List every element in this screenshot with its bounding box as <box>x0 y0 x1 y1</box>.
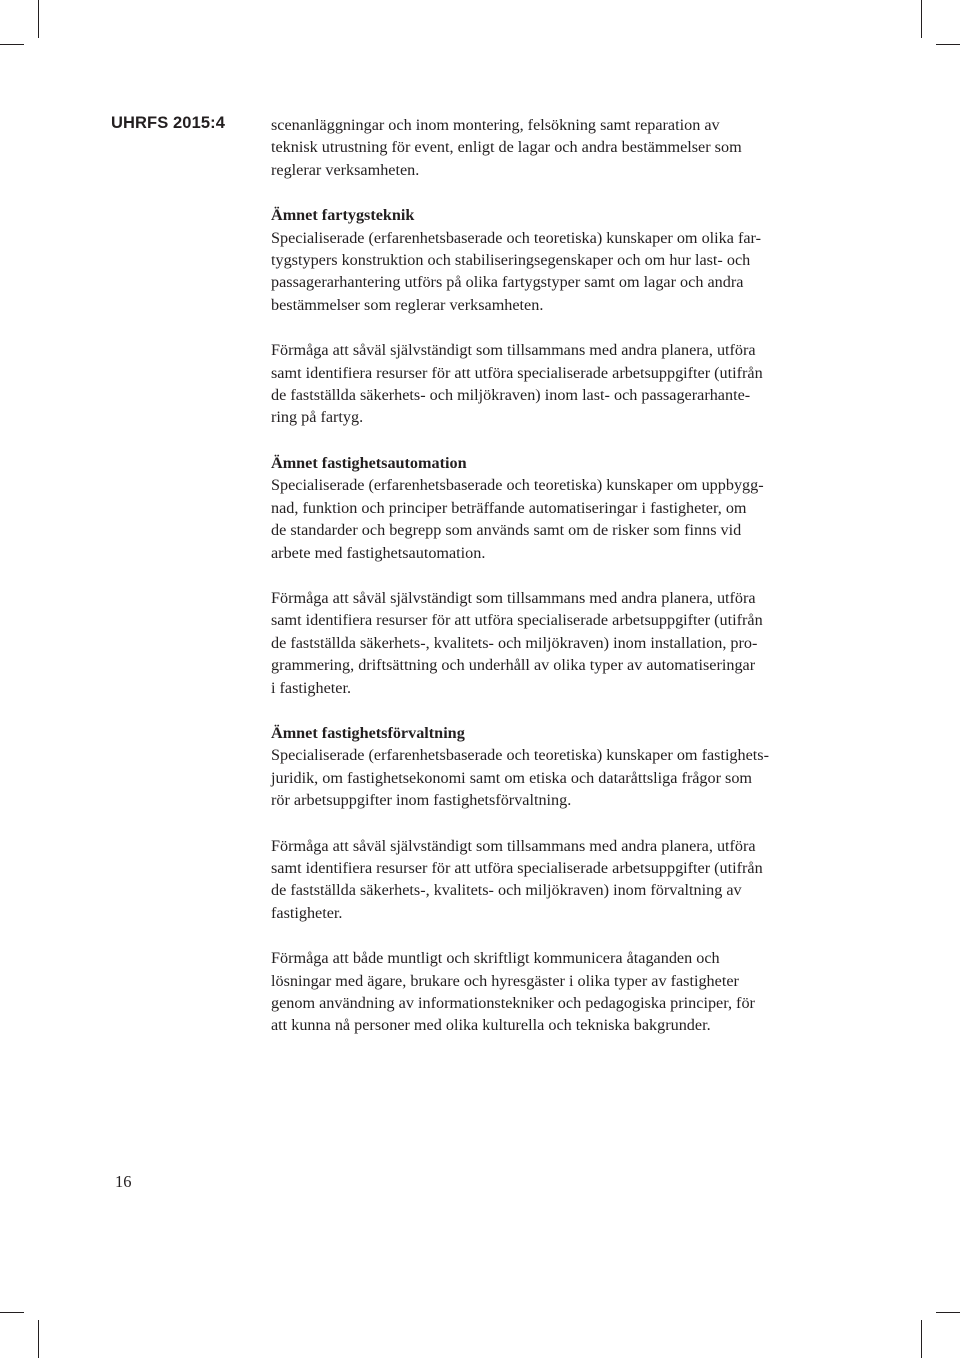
paragraph: Specialiserade (erfarenhetsbaserade och teoretiska) kunskaper om uppbygg- nad, funktion och principer beträffande automatiseringar i fastigheter, om de standarder och begrepp som används samt om de risker som finns vid arbete med fastighetsautomation. <box>271 476 764 562</box>
paragraph: Specialiserade (erfarenhetsbaserade och teoretiska) kunskaper om olika far- tygstypers konstruktion och stabiliseringsegenskaper och om hur last- och passagerarhantering utförs på olika fartygstyper samt om lagar och andra bestämmelser som reglerar verksamheten. <box>271 228 762 314</box>
document-code-label: UHRFS 2015:4 <box>111 114 225 132</box>
section-heading: Ämnet fartygsteknik <box>271 206 415 225</box>
section-heading: Ämnet fastighetsförvaltning <box>271 723 465 742</box>
paragraph: Förmåga att både muntligt och skriftligt kommunicera åtaganden och lösningar med ägare, brukare och hyresgäster i olika typer av fastigheter genom användning av informationstekniker och pedagogiska principer, för att kunna nå personer med olika kulturella och tekniska bakgrunder. <box>271 949 755 1035</box>
paragraph: Förmåga att såväl självständigt som tillsammans med andra planera, utföra samt identifiera resurser för att utföra specialiserade arbetsuppgifter (utifrån de fastställda säkerhets-, kvalitets- och miljökraven) inom installation, pro- grammering, driftsättning och underhåll av olika typer av automatiseringar i fastigheter. <box>271 588 763 697</box>
body-text <box>271 114 831 1037</box>
paragraph: Förmåga att såväl självständigt som tillsammans med andra planera, utföra samt identifiera resurser för att utföra specialiserade arbetsuppgifter (utifrån de fastställda säkerhets- och miljökraven) inom last- och passagerarhante- ring på fartyg. <box>271 341 763 427</box>
page-number: 16 <box>115 1172 132 1191</box>
paragraph: Specialiserade (erfarenhetsbaserade och teoretiska) kunskaper om fastighets- juridik, om fastighetsekonomi samt om etiska och dataråttsliga frågor som rör arbetsuppgifter inom fastighetsförvaltning. <box>271 746 769 810</box>
paragraph: Förmåga att såväl självständigt som tillsammans med andra planera, utföra samt identifiera resurser för att utföra specialiserade arbetsuppgifter (utifrån de fastställda säkerhets-, kvalitets- och miljökraven) inom förvaltning av fastigheter. <box>271 836 763 922</box>
section-heading: Ämnet fastighetsautomation <box>271 453 467 472</box>
paragraph: scenanläggningar och inom montering, felsökning samt reparation av teknisk utrustning för event, enligt de lagar och andra bestämmelser som reglerar verksamheten. <box>271 116 742 179</box>
